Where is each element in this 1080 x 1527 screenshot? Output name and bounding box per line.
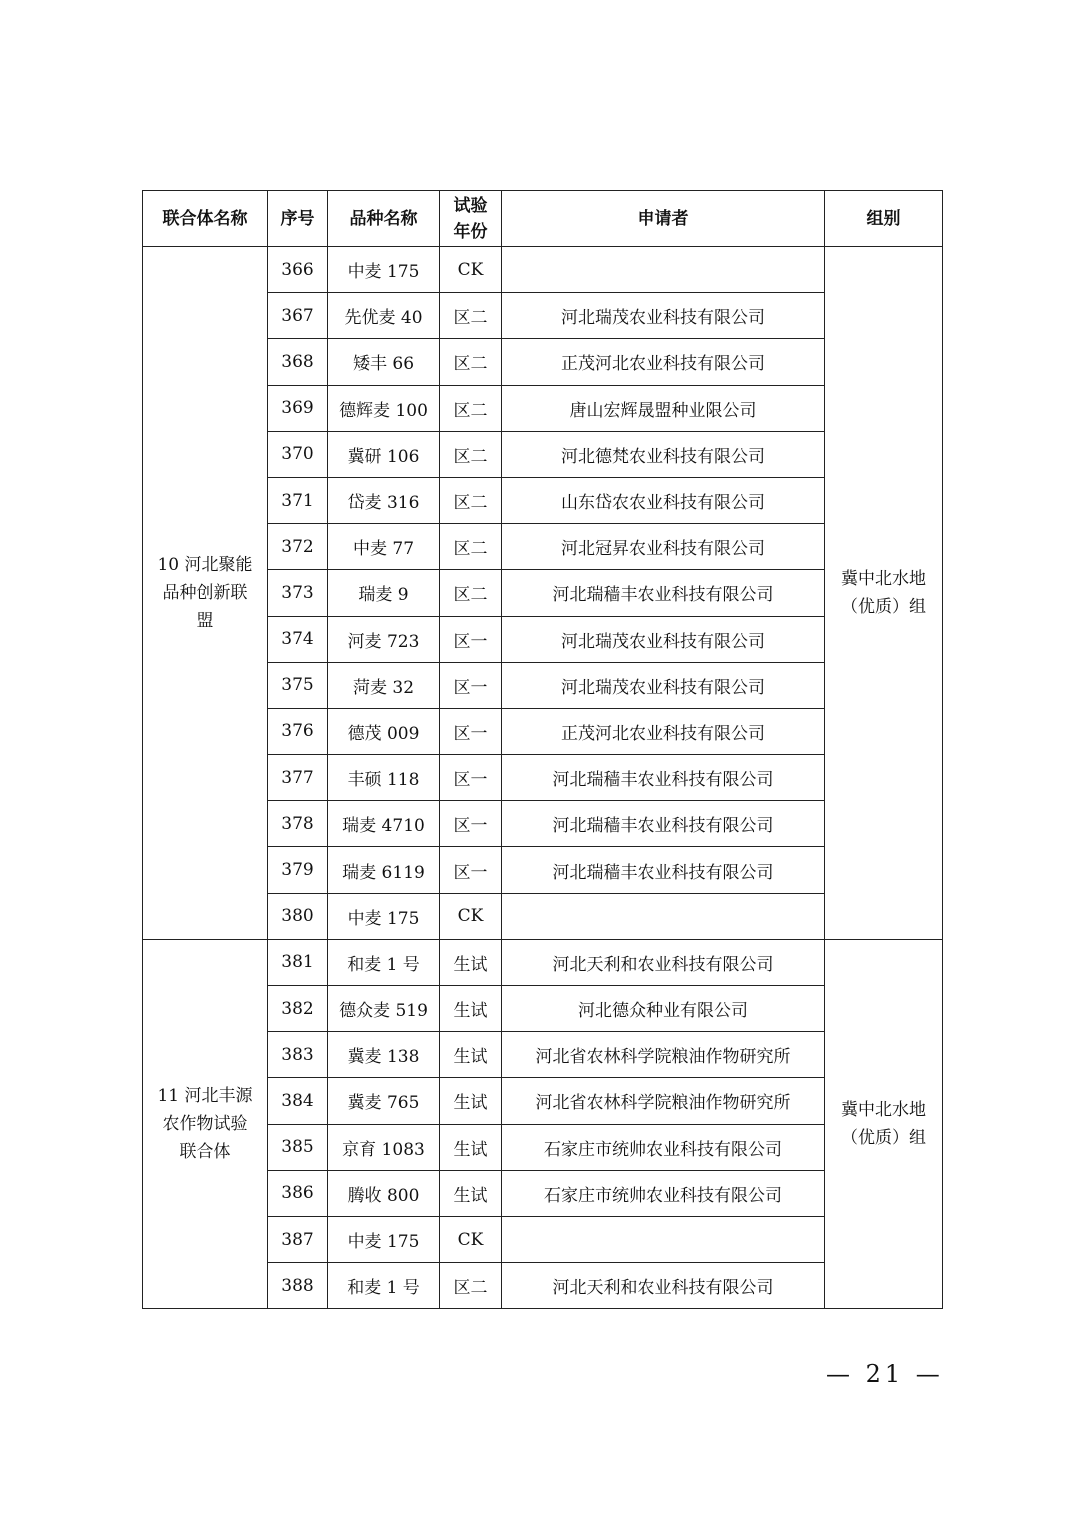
variety-name: 菏麦 32 xyxy=(328,662,440,708)
group-category-line: 冀中北水地 xyxy=(841,568,926,589)
row-number: 367 xyxy=(268,293,328,339)
row-number: 369 xyxy=(268,385,328,431)
variety-name: 矮丰 66 xyxy=(328,339,440,385)
consortium-name-line: 农作物试验 xyxy=(162,1114,248,1135)
consortium-name-line: 盟 xyxy=(196,610,214,631)
group-category-line: （优质）组 xyxy=(841,596,926,617)
page-number: — 21 — xyxy=(826,1360,944,1388)
variety-name: 瑞麦 9 xyxy=(328,570,440,616)
consortium-name-line: 11 河北丰源 xyxy=(157,1086,253,1107)
trial-year: 区二 xyxy=(440,570,502,616)
trial-year: 区二 xyxy=(440,1263,502,1309)
header-consortium: 联合体名称 xyxy=(143,191,268,247)
applicant-name: 河北瑞穑丰农业科技有限公司 xyxy=(502,847,825,893)
row-number: 376 xyxy=(268,708,328,754)
applicant-name: 河北瑞茂农业科技有限公司 xyxy=(502,616,825,662)
trial-year: 生试 xyxy=(440,939,502,985)
trial-year: 生试 xyxy=(440,986,502,1032)
variety-table xyxy=(142,190,943,1309)
row-number: 372 xyxy=(268,524,328,570)
row-number: 371 xyxy=(268,477,328,523)
row-number: 383 xyxy=(268,1032,328,1078)
variety-name: 中麦 77 xyxy=(328,524,440,570)
consortium-name-line: 联合体 xyxy=(179,1142,231,1163)
trial-year: CK xyxy=(440,1216,502,1262)
trial-year: 区二 xyxy=(440,339,502,385)
row-number: 381 xyxy=(268,939,328,985)
row-number: 377 xyxy=(268,755,328,801)
row-number: 384 xyxy=(268,1078,328,1124)
row-number: 385 xyxy=(268,1124,328,1170)
variety-name: 德辉麦 100 xyxy=(328,385,440,431)
row-number: 382 xyxy=(268,986,328,1032)
header-year xyxy=(440,191,502,247)
applicant-name: 石家庄市统帅农业科技有限公司 xyxy=(502,1124,825,1170)
trial-year: 区一 xyxy=(440,801,502,847)
applicant-name: 河北天利和农业科技有限公司 xyxy=(502,1263,825,1309)
row-number: 378 xyxy=(268,801,328,847)
trial-year: 区二 xyxy=(440,293,502,339)
variety-name: 中麦 175 xyxy=(328,1216,440,1262)
row-number: 368 xyxy=(268,339,328,385)
applicant-name: 山东岱农农业科技有限公司 xyxy=(502,477,825,523)
variety-name: 冀研 106 xyxy=(328,431,440,477)
row-number: 373 xyxy=(268,570,328,616)
row-number: 366 xyxy=(268,247,328,293)
table-body xyxy=(143,247,943,1309)
table-row xyxy=(143,247,943,293)
applicant-name xyxy=(502,247,825,293)
group-category xyxy=(825,247,943,940)
variety-name: 岱麦 316 xyxy=(328,477,440,523)
trial-year: 区二 xyxy=(440,477,502,523)
trial-year: 区一 xyxy=(440,755,502,801)
variety-name: 冀麦 138 xyxy=(328,1032,440,1078)
variety-name: 瑞麦 6119 xyxy=(328,847,440,893)
variety-name: 瑞麦 4710 xyxy=(328,801,440,847)
trial-year: 区二 xyxy=(440,431,502,477)
consortium-name xyxy=(143,939,268,1309)
variety-name: 德众麦 519 xyxy=(328,986,440,1032)
trial-year: 区二 xyxy=(440,524,502,570)
applicant-name: 河北天利和农业科技有限公司 xyxy=(502,939,825,985)
header-variety: 品种名称 xyxy=(328,191,440,247)
variety-name: 中麦 175 xyxy=(328,893,440,939)
applicant-name: 河北德梵农业科技有限公司 xyxy=(502,431,825,477)
variety-name: 中麦 175 xyxy=(328,247,440,293)
trial-year: 生试 xyxy=(440,1032,502,1078)
group-category-line: 冀中北水地 xyxy=(841,1100,926,1121)
row-number: 375 xyxy=(268,662,328,708)
applicant-name: 河北冠昇农业科技有限公司 xyxy=(502,524,825,570)
header-applicant: 申请者 xyxy=(502,191,825,247)
row-number: 379 xyxy=(268,847,328,893)
consortium-name-line: 10 河北聚能 xyxy=(157,554,253,575)
trial-year: 区二 xyxy=(440,385,502,431)
group-category-line: （优质）组 xyxy=(841,1128,926,1149)
table-row xyxy=(143,939,943,985)
variety-name: 和麦 1 号 xyxy=(328,1263,440,1309)
variety-name: 先优麦 40 xyxy=(328,293,440,339)
trial-year: CK xyxy=(440,893,502,939)
variety-name: 丰硕 118 xyxy=(328,755,440,801)
header-group: 组别 xyxy=(825,191,943,247)
trial-year: 生试 xyxy=(440,1078,502,1124)
header-number: 序号 xyxy=(268,191,328,247)
row-number: 388 xyxy=(268,1263,328,1309)
trial-year: 区一 xyxy=(440,708,502,754)
variety-name: 冀麦 765 xyxy=(328,1078,440,1124)
applicant-name xyxy=(502,1216,825,1262)
applicant-name xyxy=(502,893,825,939)
consortium-name xyxy=(143,247,268,940)
applicant-name: 河北瑞穑丰农业科技有限公司 xyxy=(502,755,825,801)
row-number: 387 xyxy=(268,1216,328,1262)
applicant-name: 河北瑞穑丰农业科技有限公司 xyxy=(502,570,825,616)
variety-name: 京育 1083 xyxy=(328,1124,440,1170)
trial-year: 区一 xyxy=(440,662,502,708)
trial-year: 区一 xyxy=(440,847,502,893)
row-number: 380 xyxy=(268,893,328,939)
header-row xyxy=(143,191,943,247)
variety-name: 河麦 723 xyxy=(328,616,440,662)
row-number: 374 xyxy=(268,616,328,662)
trial-year: 生试 xyxy=(440,1170,502,1216)
consortium-name-line: 品种创新联 xyxy=(162,582,248,603)
variety-name: 德茂 009 xyxy=(328,708,440,754)
applicant-name: 石家庄市统帅农业科技有限公司 xyxy=(502,1170,825,1216)
applicant-name: 唐山宏辉晟盟种业限公司 xyxy=(502,385,825,431)
applicant-name: 正茂河北农业科技有限公司 xyxy=(502,339,825,385)
trial-year: 生试 xyxy=(440,1124,502,1170)
variety-name: 和麦 1 号 xyxy=(328,939,440,985)
header-year-line1: 试验 xyxy=(453,195,488,216)
row-number: 370 xyxy=(268,431,328,477)
header-year-line2: 年份 xyxy=(453,221,488,242)
applicant-name: 正茂河北农业科技有限公司 xyxy=(502,708,825,754)
group-category xyxy=(825,939,943,1309)
trial-year: CK xyxy=(440,247,502,293)
applicant-name: 河北瑞茂农业科技有限公司 xyxy=(502,662,825,708)
applicant-name: 河北德众种业有限公司 xyxy=(502,986,825,1032)
applicant-name: 河北瑞茂农业科技有限公司 xyxy=(502,293,825,339)
applicant-name: 河北省农林科学院粮油作物研究所 xyxy=(502,1032,825,1078)
row-number: 386 xyxy=(268,1170,328,1216)
applicant-name: 河北省农林科学院粮油作物研究所 xyxy=(502,1078,825,1124)
applicant-name: 河北瑞穑丰农业科技有限公司 xyxy=(502,801,825,847)
trial-year: 区一 xyxy=(440,616,502,662)
variety-name: 腾收 800 xyxy=(328,1170,440,1216)
